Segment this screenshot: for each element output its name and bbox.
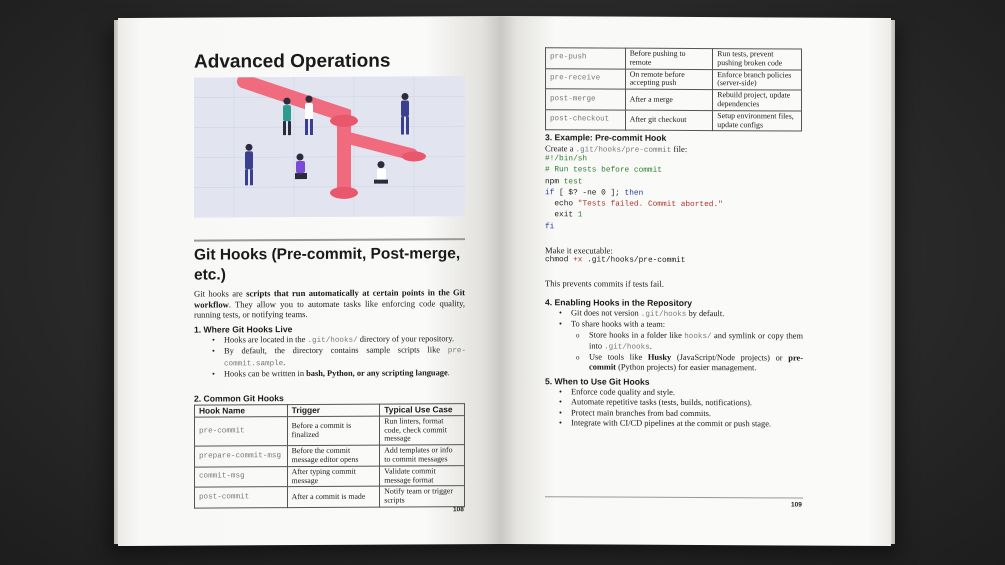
sub-list — [575, 330, 803, 374]
hooks-table-continued — [545, 47, 802, 132]
section-title: Git Hooks (Pre-commit, Post-merge, etc.) — [194, 245, 461, 284]
list-item: • Hooks can be written in bash, Python, or any scripting language. — [210, 368, 466, 380]
subsection-title-4: 4. Enabling Hooks in the Repository — [545, 297, 693, 308]
chapter-title: Advanced Operations — [194, 50, 391, 73]
list-item: • To share hooks with a team: o Store hooks in a folder like hooks/ and symlink or copy them into .git/hooks. o Use tools like Husky (JavaScript/Node projects) or pre-commit (Python projects) for easier management. — [557, 320, 803, 375]
table-row: post-commit After a commit is made Notify team or trigger scripts — [195, 486, 465, 508]
table-row: pre-push Before pushing to remote Run tests, prevent pushing broken code — [546, 48, 802, 70]
enabling-hooks-list — [557, 308, 803, 374]
page-number: 108 — [453, 506, 464, 514]
column-header: Hook Name — [195, 405, 288, 417]
subsection-title-5: 5. When to Use Git Hooks — [545, 376, 650, 387]
list-item: • Enforce code quality and style. — [557, 387, 803, 399]
hooks-table — [194, 403, 465, 508]
list-item: • Git does not version .git/hooks by default. — [557, 308, 803, 321]
subsection-title-1: 1. Where Git Hooks Live — [194, 324, 293, 335]
left-page — [118, 16, 501, 546]
create-file-line: Create a .git/hooks/pre-commit file: — [545, 143, 688, 155]
prevents-text: This prevents commits if tests fail. — [545, 278, 664, 289]
list-item: • Integrate with CI/CD pipelines at the commit or push stage. — [557, 418, 803, 430]
table-row: pre-receive On remote before accepting push Enforce branch policies (server-side) — [546, 68, 802, 90]
right-page — [501, 16, 891, 546]
table-row: commit-msg After typing commit message Validate commit message format — [195, 465, 465, 487]
column-header: Typical Use Case — [380, 404, 465, 416]
hero-illustration — [194, 76, 465, 217]
table-row: post-merge After a merge Rebuild project, update dependencies — [546, 89, 802, 111]
intro-paragraph: Git hooks are scripts that run automatically at certain points in the Git workflow. They allow you to automate tasks like enforcing code quality, running tests, or notifying teams. — [194, 287, 465, 320]
code-block: #!/bin/sh # Run tests before commit npm test if [ $? -ne 0 ]; then echo "Tests failed. Commit aborted." exit 1 fi — [545, 155, 723, 232]
git-branch-illustration — [194, 76, 465, 217]
list-item: • Automate repetitive tasks (tests, builds, notifications). — [557, 398, 803, 410]
hooks-location-list — [210, 334, 466, 380]
table-row: prepare-commit-msg Before the commit message editor opens Add templates or info to commit messages — [195, 445, 465, 467]
trigger-cell: After git checkout — [625, 110, 713, 131]
sub-list-item: o Store hooks in a folder like hooks/ and symlink or copy them into .git/hooks. — [575, 330, 803, 354]
section-rule — [194, 238, 465, 241]
sub-list-item: o Use tools like Husky (JavaScript/Node projects) or pre-commit (Python projects) for easier management. — [575, 353, 803, 375]
when-to-use-list — [557, 387, 803, 429]
list-item: • Hooks are located in the .git/hooks/ directory of your repository. — [210, 334, 466, 347]
chmod-command: chmod +x .git/hooks/pre-commit — [545, 256, 686, 265]
subsection-title-3: 3. Example: Pre-commit Hook — [545, 132, 667, 143]
list-item: • Protect main branches from bad commits. — [557, 408, 803, 420]
table-row: post-checkout After git checkout Setup environment files, update configs — [546, 109, 802, 131]
footer-rule — [545, 496, 803, 498]
page-number: 109 — [791, 501, 802, 509]
column-header: Trigger — [287, 404, 380, 416]
table-row: pre-commit Before a commit is finalized Run linters, format code, check commit message — [195, 415, 465, 446]
list-item: • By default, the directory contains sample scripts like pre-commit.sample. — [210, 345, 466, 369]
subsection-title-2: 2. Common Git Hooks — [194, 393, 284, 404]
make-executable-text: Make it executable: — [545, 245, 613, 256]
